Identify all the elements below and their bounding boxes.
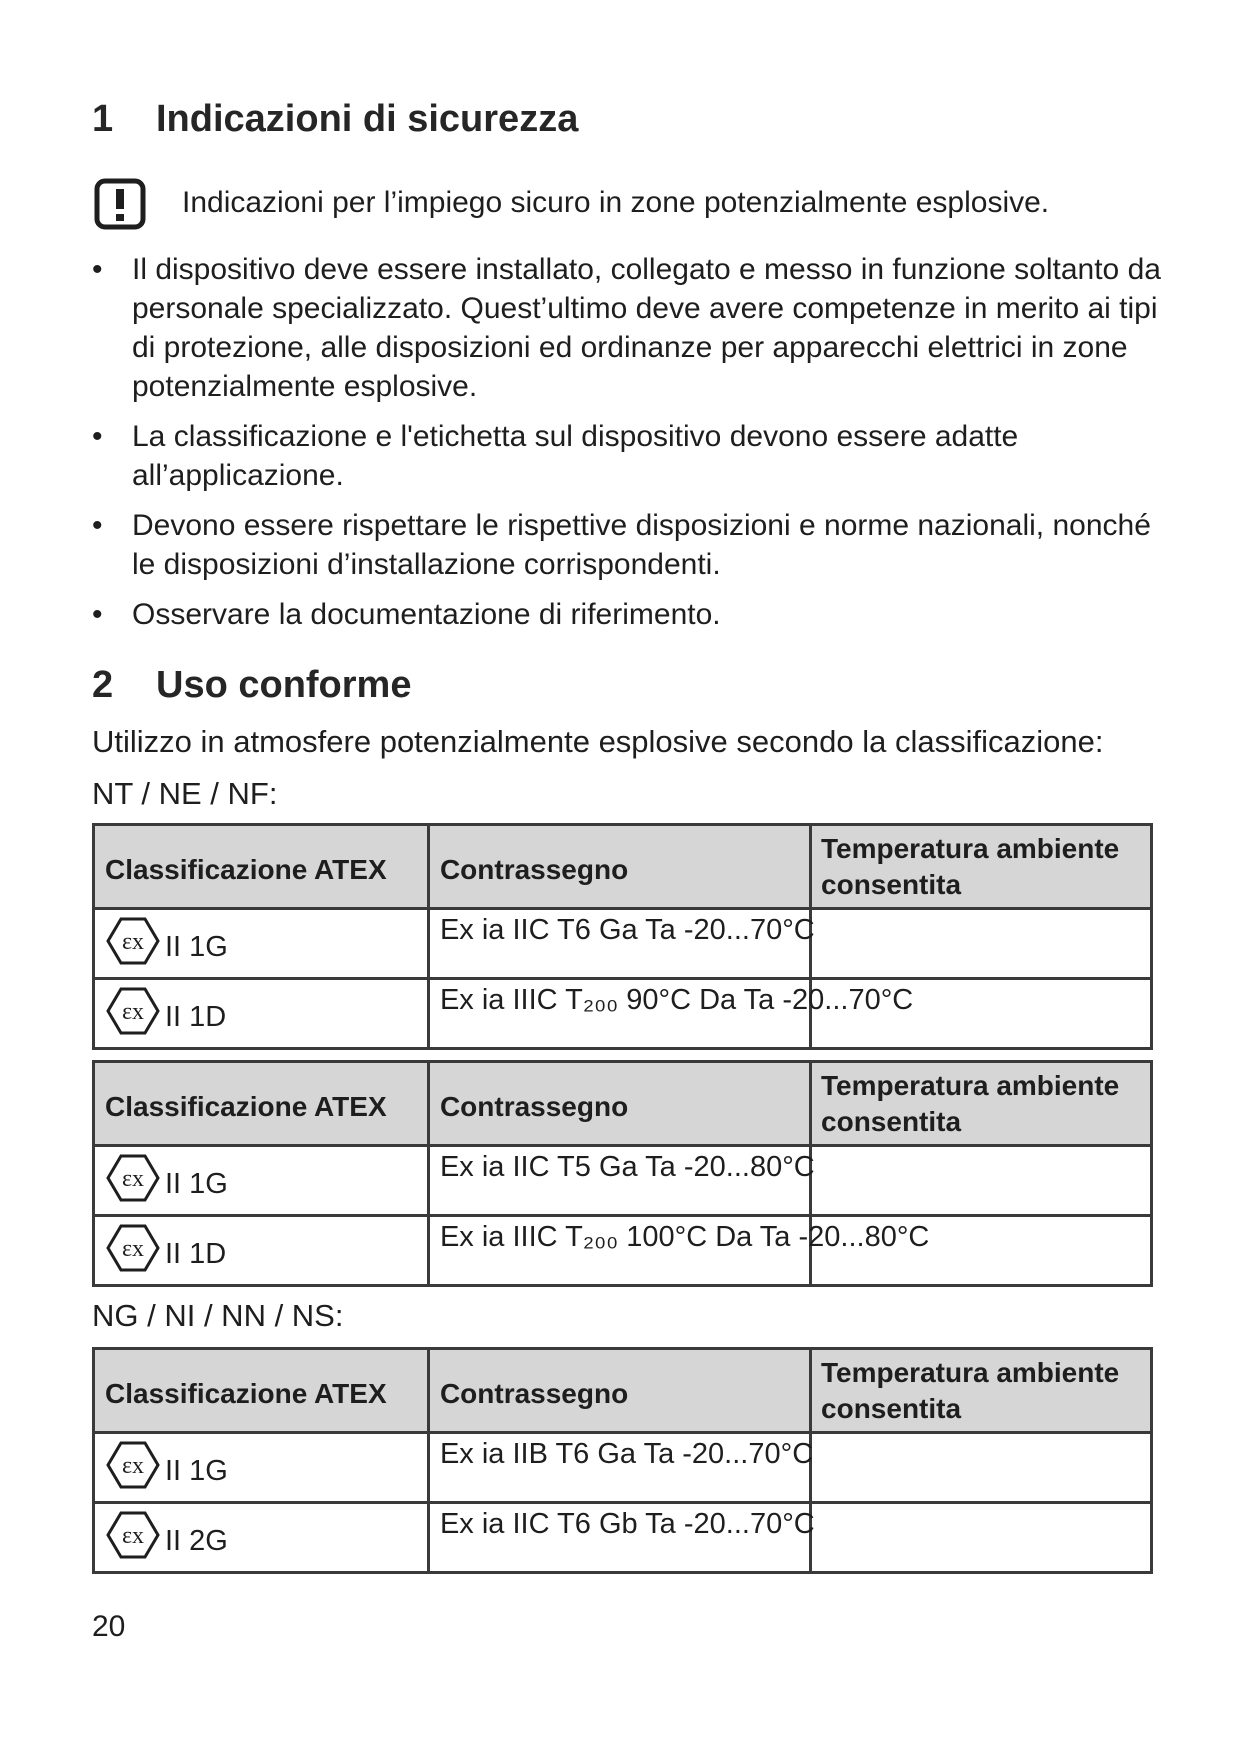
section-2-heading	[92, 666, 411, 704]
marking-cell: Ex ia IIB T6 Ga Ta -20...70°C	[428, 1433, 810, 1503]
bullet-text: Il dispositivo deve essere installato, collegato e messo in funzione soltanto da personale specializzato. Quest’ultimo deve avere competenze in merito ai tipi di protezione, alle disposizioni ed ordinanze per apparecchi elettrici in zone potenzialmente esplosive.	[132, 253, 1161, 403]
temperature-cell	[811, 909, 1152, 979]
list-item: • Il dispositivo deve essere installato, collegato e messo in funzione soltanto da personale specializzato. Quest’ultimo deve avere competenze in merito ai tipi di protezione, alle disposizioni ed ordinanze per apparecchi elettrici in zone potenzialmente esplosive.	[92, 253, 1161, 403]
marking-cell: Ex ia IIC T5 Ga Ta -20...80°C	[428, 1146, 810, 1216]
classification-cell: εx II 1G	[94, 1433, 429, 1503]
svg-text:εx: εx	[121, 1236, 145, 1262]
marking-cell: Ex ia IIC T6 Ga Ta -20...70°C	[428, 909, 810, 979]
svg-text:εx: εx	[121, 1453, 145, 1479]
header-classification: Classificazione ATEX	[94, 1062, 429, 1146]
marking-cell: Ex ia IIC T6 Gb Ta -20...70°C	[428, 1503, 810, 1573]
temperature-cell	[811, 1503, 1152, 1573]
section-1-title: Indicazioni di sicurezza	[156, 98, 579, 140]
list-item: • La classificazione e l'etichetta sul dispositivo devono essere adatte all’applicazione.	[92, 420, 1019, 492]
table-row	[94, 1146, 1152, 1216]
header-classification: Classificazione ATEX	[94, 825, 429, 909]
bullet-text: La classificazione e l'etichetta sul dispositivo devono essere adatte all’applicazione.	[132, 420, 1019, 492]
header-marking: Contrassegno	[428, 825, 810, 909]
header-temperature: Temperatura ambiente consentita	[811, 1062, 1152, 1146]
marking-cell: Ex ia IIIC T₂₀₀ 100°C Da Ta -20...80°C	[428, 1216, 810, 1286]
table-header-row	[94, 825, 1152, 909]
group-label-nt-ne-nf: NT / NE / NF:	[92, 776, 278, 811]
list-item: • Devono essere rispettare le rispettive disposizioni e norme nazionali, nonché le disposizioni d’installazione corrispondenti.	[92, 509, 1151, 581]
header-classification: Classificazione ATEX	[94, 1349, 429, 1433]
svg-text:εx: εx	[121, 1166, 145, 1192]
table-header-row	[94, 1062, 1152, 1146]
safety-bullet-list	[92, 250, 1172, 645]
bullet-text: Devono essere rispettare le rispettive disposizioni e norme nazionali, nonché le disposizioni d’installazione corrispondenti.	[132, 509, 1151, 581]
ex-hexagon-icon	[105, 916, 161, 966]
table-row	[94, 1503, 1152, 1573]
header-temperature: Temperatura ambiente consentita	[811, 825, 1152, 909]
ex-hexagon-icon	[105, 986, 161, 1036]
header-marking: Contrassegno	[428, 1349, 810, 1433]
section-1-number: 1	[92, 98, 114, 140]
page-number: 20	[92, 1610, 126, 1643]
temperature-cell	[811, 1146, 1152, 1216]
classification-cell: εx II 1D	[94, 1216, 429, 1286]
header-temperature: Temperatura ambiente consentita	[811, 1349, 1152, 1433]
list-item: • Osservare la documentazione di riferimento.	[92, 598, 721, 631]
svg-text:εx: εx	[121, 1523, 145, 1549]
table-row	[94, 1433, 1152, 1503]
header-marking: Contrassegno	[428, 1062, 810, 1146]
atex-table-2	[92, 1060, 1153, 1287]
group-label-ng-ni-nn-ns: NG / NI / NN / NS:	[92, 1298, 344, 1333]
classification-cell: εx II 2G	[94, 1503, 429, 1573]
exclamation-warning-icon	[94, 178, 146, 230]
classification-cell: εx II 1D	[94, 979, 429, 1049]
section-2-number: 2	[92, 664, 114, 706]
ex-hexagon-icon	[105, 1440, 161, 1490]
warning-text: Indicazioni per l’impiego sicuro in zone potenzialmente esplosive.	[182, 186, 1050, 219]
atex-table-1	[92, 823, 1153, 1050]
svg-text:εx: εx	[121, 929, 145, 955]
section-2-title: Uso conforme	[156, 664, 412, 706]
marking-cell: Ex ia IIIC T₂₀₀ 90°C Da Ta -20...70°C	[428, 979, 810, 1049]
ex-hexagon-icon	[105, 1153, 161, 1203]
table-row	[94, 979, 1152, 1049]
table-row	[94, 909, 1152, 979]
ex-hexagon-icon	[105, 1223, 161, 1273]
intro-text: Utilizzo in atmosfere potenzialmente esplosive secondo la classificazione:	[92, 724, 1104, 759]
atex-table-3	[92, 1347, 1153, 1574]
classification-cell: εx II 1G	[94, 909, 429, 979]
ex-hexagon-icon	[105, 1510, 161, 1560]
section-1-heading	[92, 100, 578, 138]
svg-text:εx: εx	[121, 999, 145, 1025]
classification-cell: εx II 1G	[94, 1146, 429, 1216]
table-header-row	[94, 1349, 1152, 1433]
table-row	[94, 1216, 1152, 1286]
temperature-cell	[811, 1433, 1152, 1503]
bullet-text: Osservare la documentazione di riferimento.	[132, 598, 721, 631]
